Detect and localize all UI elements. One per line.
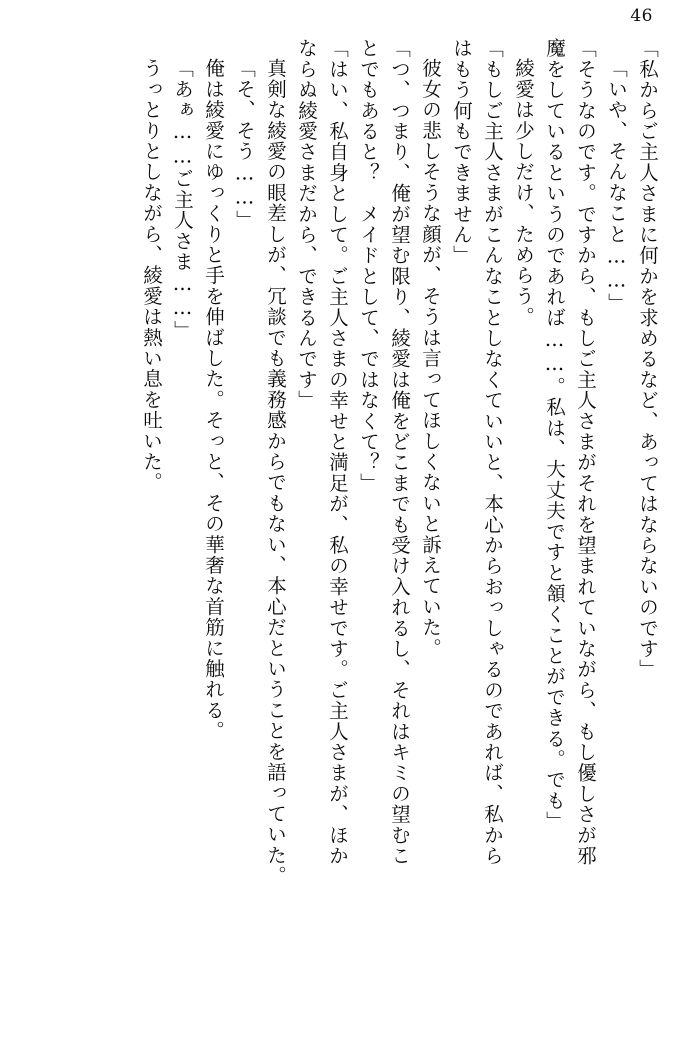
vertical-text-body — [18, 38, 657, 1036]
text-line: うっとりとしながら、綾愛は熱い息を吐いた。 — [140, 58, 163, 493]
text-line: はもう何もできません」 — [450, 38, 473, 266]
text-line: 彼女の悲しそうな顔が、そうは言ってほしくないと訴えていた。 — [419, 58, 442, 659]
text-line: 俺は綾愛にゆっくりと手を伸ばした。そっと、その華奢な首筋に触れる。 — [202, 58, 225, 742]
text-line: 「そうなのです。ですから、もしご主人さまがそれを望まれていながら、もし優しさが邪 — [574, 38, 597, 866]
text-line: 真剣な綾愛の眼差しが、冗談でも義務感からでもない、本心だということを語っていた。 — [264, 58, 287, 886]
page-number: 46 — [630, 6, 653, 26]
text-line: とでもあると？ メイドとして、ではなくて？」 — [357, 38, 380, 494]
text-line: ならぬ綾愛さまだから、できるんです」 — [295, 38, 318, 411]
text-line: 綾愛は少しだけ、ためらう。 — [512, 58, 535, 328]
text-line: 「はい、私自身として。ご主人さまの幸せと満足が、私の幸せです。ご主人さまが、ほか — [326, 38, 349, 866]
text-line: 「いや、そんなこと……」 — [605, 58, 628, 314]
text-line: 「そ、そう……」 — [233, 58, 256, 231]
text-line: 「もしご主人さまがこんなことしなくていいと、本心からおっしゃるのであれば、私から — [481, 38, 504, 866]
text-line: 「あぁ……ご主人さま……」 — [171, 58, 194, 342]
text-line: 「つ、つまり、俺が望む限り、綾愛は俺をどこまでも受け入れるし、それはキミの望むこ — [388, 38, 411, 866]
text-line: 魔をしているというのであれば……。私は、大丈夫ですと頷くことができる。でも」 — [543, 38, 566, 832]
text-line: 「私からご主人さまに何かを求めるなど、あってはならないのです」 — [636, 38, 659, 680]
